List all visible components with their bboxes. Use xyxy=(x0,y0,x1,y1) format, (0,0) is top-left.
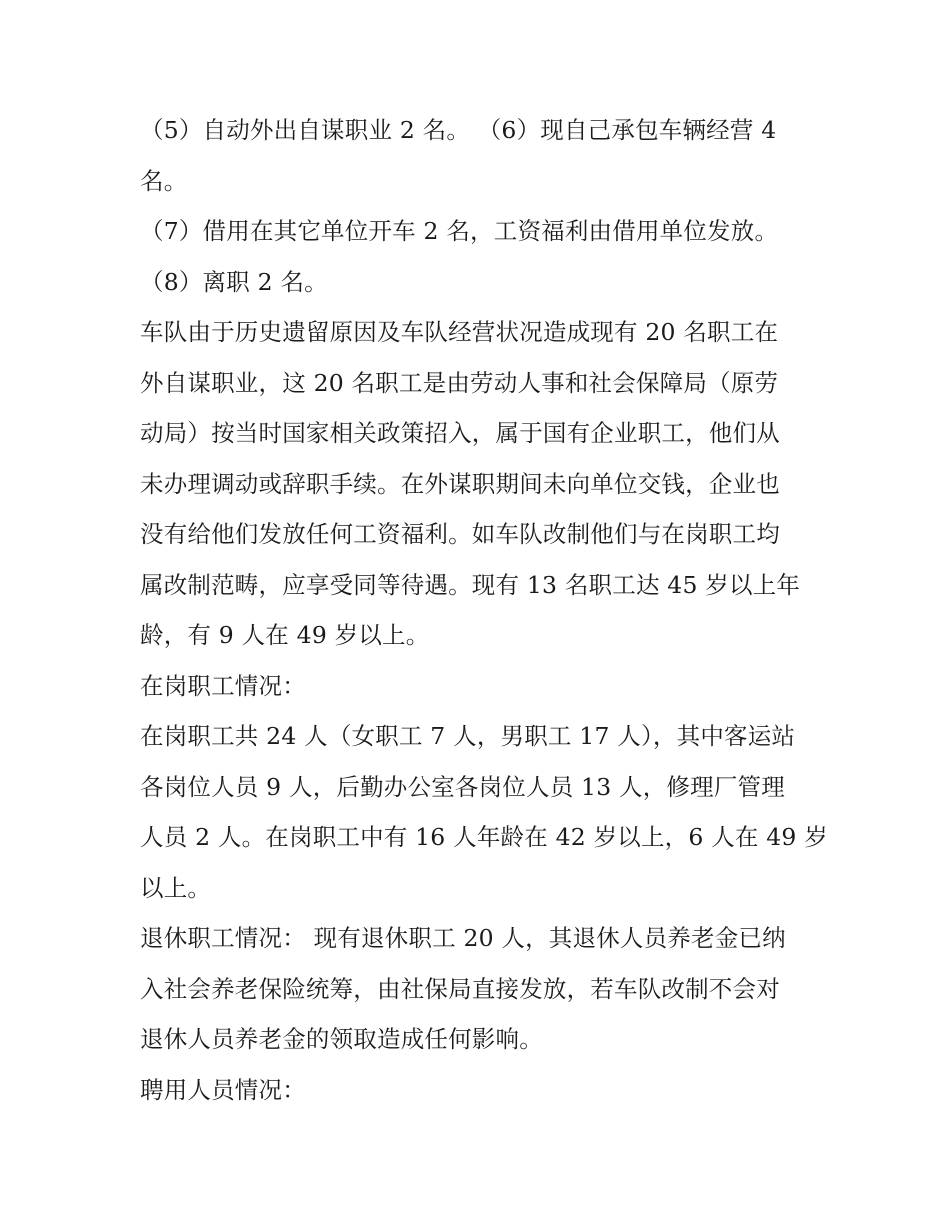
text-line: 名。 xyxy=(140,166,188,195)
text-line: 退休人员养老金的领取造成任何影响。 xyxy=(140,1025,543,1053)
text-line: 以上。 xyxy=(140,873,212,902)
text-line: 外自谋职业，这 20 名职工是由劳动人事和社会保障局（原劳 xyxy=(140,368,779,397)
text-line: 人员 2 人。在岗职工中有 16 人年龄在 42 岁以上，6 人在 49 岁 xyxy=(140,823,828,851)
section-heading: 聘用人员情况： xyxy=(140,1075,306,1104)
text-line: 车队由于历史遗留原因及车队经营状况造成现有 20 名职工在 xyxy=(140,318,779,346)
text-line: 退休职工情况： 现有退休职工 20 人，其退休人员养老金已纳 xyxy=(140,924,786,952)
text-line: 属改制范畴，应享受同等待遇。现有 13 名职工达 45 岁以上年 xyxy=(140,570,801,599)
text-line: （7）借用在其它单位开车 2 名，工资福利由借用单位发放。 xyxy=(140,217,779,245)
text-line: 在岗职工共 24 人（女职工 7 人，男职工 17 人），其中客运站 xyxy=(140,722,796,750)
text-line: 未办理调动或辞职手续。在外谋职期间未向单位交钱，企业也 xyxy=(140,469,780,498)
text-line: 动局）按当时国家相关政策招入，属于国有企业职工，他们从 xyxy=(140,419,780,447)
document-body xyxy=(140,105,828,1115)
text-line: 龄，有 9 人在 49 岁以上。 xyxy=(140,621,430,649)
text-line: 各岗位人员 9 人，后勤办公室各岗位人员 13 人，修理厂管理 xyxy=(140,772,785,801)
section-heading: 在岗职工情况： xyxy=(140,671,306,700)
text-line: （8）离职 2 名。 xyxy=(140,267,328,296)
text-line: 没有给他们发放任何工资福利。如车队改制他们与在岗职工均 xyxy=(140,520,780,548)
text-line: 入社会养老保险统筹，由社保局直接发放，若车队改制不会对 xyxy=(140,974,780,1003)
text-line: （5）自动外出自谋职业 2 名。 （6）现自己承包车辆经营 4 xyxy=(140,116,777,144)
